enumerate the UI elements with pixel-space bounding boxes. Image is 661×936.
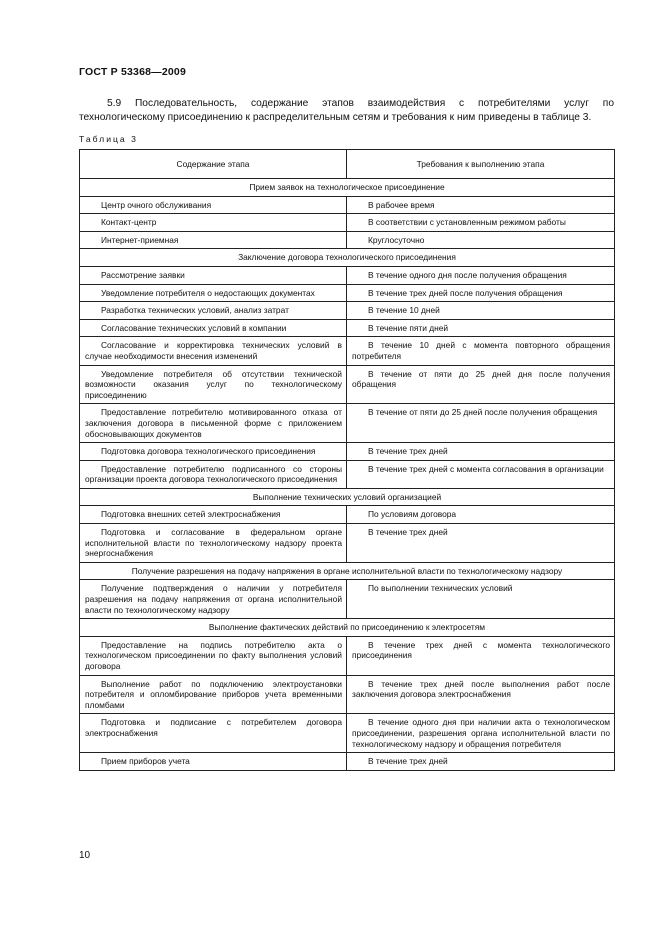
stage-cell: Выполнение работ по подключению электроустановки потребителя и опломбирование приборов учета временными пломбами [80,675,347,714]
requirements-table [79,149,615,771]
section-title: Выполнение технических условий организацией [80,488,615,506]
table-row [80,302,615,320]
requirement-cell: В течение 10 дней с момента повторного обращения потребителя [347,337,615,365]
table-row [80,675,615,714]
requirement-cell: В течение пяти дней [347,319,615,337]
section-header-row [80,249,615,267]
section-title: Выполнение фактических действий по присоединению к электросетям [80,619,615,637]
table-row [80,196,615,214]
stage-cell: Предоставление на подпись потребителю акта о технологическом присоединении по факту выполнения условий договора [80,636,347,675]
section-header-row [80,562,615,580]
table-row [80,443,615,461]
table-row [80,753,615,771]
table-body [80,179,615,771]
requirement-cell: По условиям договора [347,506,615,524]
stage-cell: Уведомление потребителя о недостающих документах [80,284,347,302]
stage-cell: Подготовка внешних сетей электроснабжения [80,506,347,524]
table-row [80,214,615,232]
stage-cell: Центр очного обслуживания [80,196,347,214]
requirement-cell: В течение трех дней [347,524,615,563]
requirement-cell: В течение от пяти до 25 дней после получения обращения [347,404,615,443]
document-header-title: ГОСТ Р 53368—2009 [79,66,187,78]
stage-cell: Согласование технических условий в компании [80,319,347,337]
requirement-cell: В течение трех дней [347,753,615,771]
stage-cell: Уведомление потребителя об отсутствии технической возможности оказания услуг по технологическому присоединению [80,365,347,404]
stage-cell: Контакт-центр [80,214,347,232]
section-header-row [80,619,615,637]
stage-cell: Подготовка и согласование в федеральном органе исполнительной власти по технологическому надзору проекта энергоснабжения [80,524,347,563]
table-row [80,319,615,337]
page-number: 10 [79,850,91,861]
requirement-cell: Круглосуточно [347,231,615,249]
requirement-cell: В рабочее время [347,196,615,214]
requirement-cell: В течение 10 дней [347,302,615,320]
requirement-cell: В течение одного дня после получения обращения [347,266,615,284]
table-row [80,580,615,619]
stage-cell: Получение подтверждения о наличии у потребителя разрешения на подачу напряжения от органа исполнительной власти по технологическому надзору [80,580,347,619]
requirement-cell: В соответствии с установленным режимом работы [347,214,615,232]
table-row [80,404,615,443]
requirement-cell: В течение от пяти до 25 дней дня после получения обращения [347,365,615,404]
requirement-cell: В течение трех дней после выполнения работ после заключения договора электроснабжения [347,675,615,714]
table-row [80,524,615,563]
table-row [80,636,615,675]
table-row [80,460,615,488]
section-header-row [80,179,615,197]
stage-cell: Интернет-приемная [80,231,347,249]
table-caption: Таблица 3 [79,134,138,144]
stage-cell: Подготовка договора технологического присоединения [80,443,347,461]
requirement-cell: В течение трех дней с момента технологического присоединения [347,636,615,675]
table-row [80,266,615,284]
stage-cell: Прием приборов учета [80,753,347,771]
stage-cell: Предоставление потребителю подписанного со стороны организации проекта договора технологического присоединения [80,460,347,488]
section-title: Прием заявок на технологическое присоединение [80,179,615,197]
table-row [80,284,615,302]
table-row [80,365,615,404]
stage-cell: Согласование и корректировка технических условий в случае необходимости внесения изменений [80,337,347,365]
requirement-cell: В течение трех дней после получения обращения [347,284,615,302]
stage-cell: Предоставление потребителю мотивированного отказа от заключения договора в письменной форме с приложением обосновывающих документов [80,404,347,443]
table-row [80,506,615,524]
requirement-cell: В течение трех дней с момента согласования в организации [347,460,615,488]
requirement-cell: В течение трех дней [347,443,615,461]
table-row [80,337,615,365]
column-header-stage: Содержание этапа [80,150,347,179]
section-title: Заключение договора технологического присоединения [80,249,615,267]
requirement-cell: По выполнении технических условий [347,580,615,619]
column-header-requirements: Требования к выполнению этапа [347,150,615,179]
intro-paragraph: 5.9 Последовательность, содержание этапов взаимодействия с потребителями услуг по технологическому присоединению к распределительным сетям и требования к ним приведены в таблице 3. [79,98,614,123]
requirement-cell: В течение одного дня при наличии акта о технологическом присоединении, разрешения органа исполнительной власти по технологическому надзору и обращения потребителя [347,714,615,753]
stage-cell: Разработка технических условий, анализ затрат [80,302,347,320]
table-row [80,714,615,753]
stage-cell: Подготовка и подписание с потребителем договора электроснабжения [80,714,347,753]
table-header-row [80,150,615,179]
table-row [80,231,615,249]
section-header-row [80,488,615,506]
section-title: Получение разрешения на подачу напряжения в органе исполнительной власти по технологическому надзору [80,562,615,580]
stage-cell: Рассмотрение заявки [80,266,347,284]
